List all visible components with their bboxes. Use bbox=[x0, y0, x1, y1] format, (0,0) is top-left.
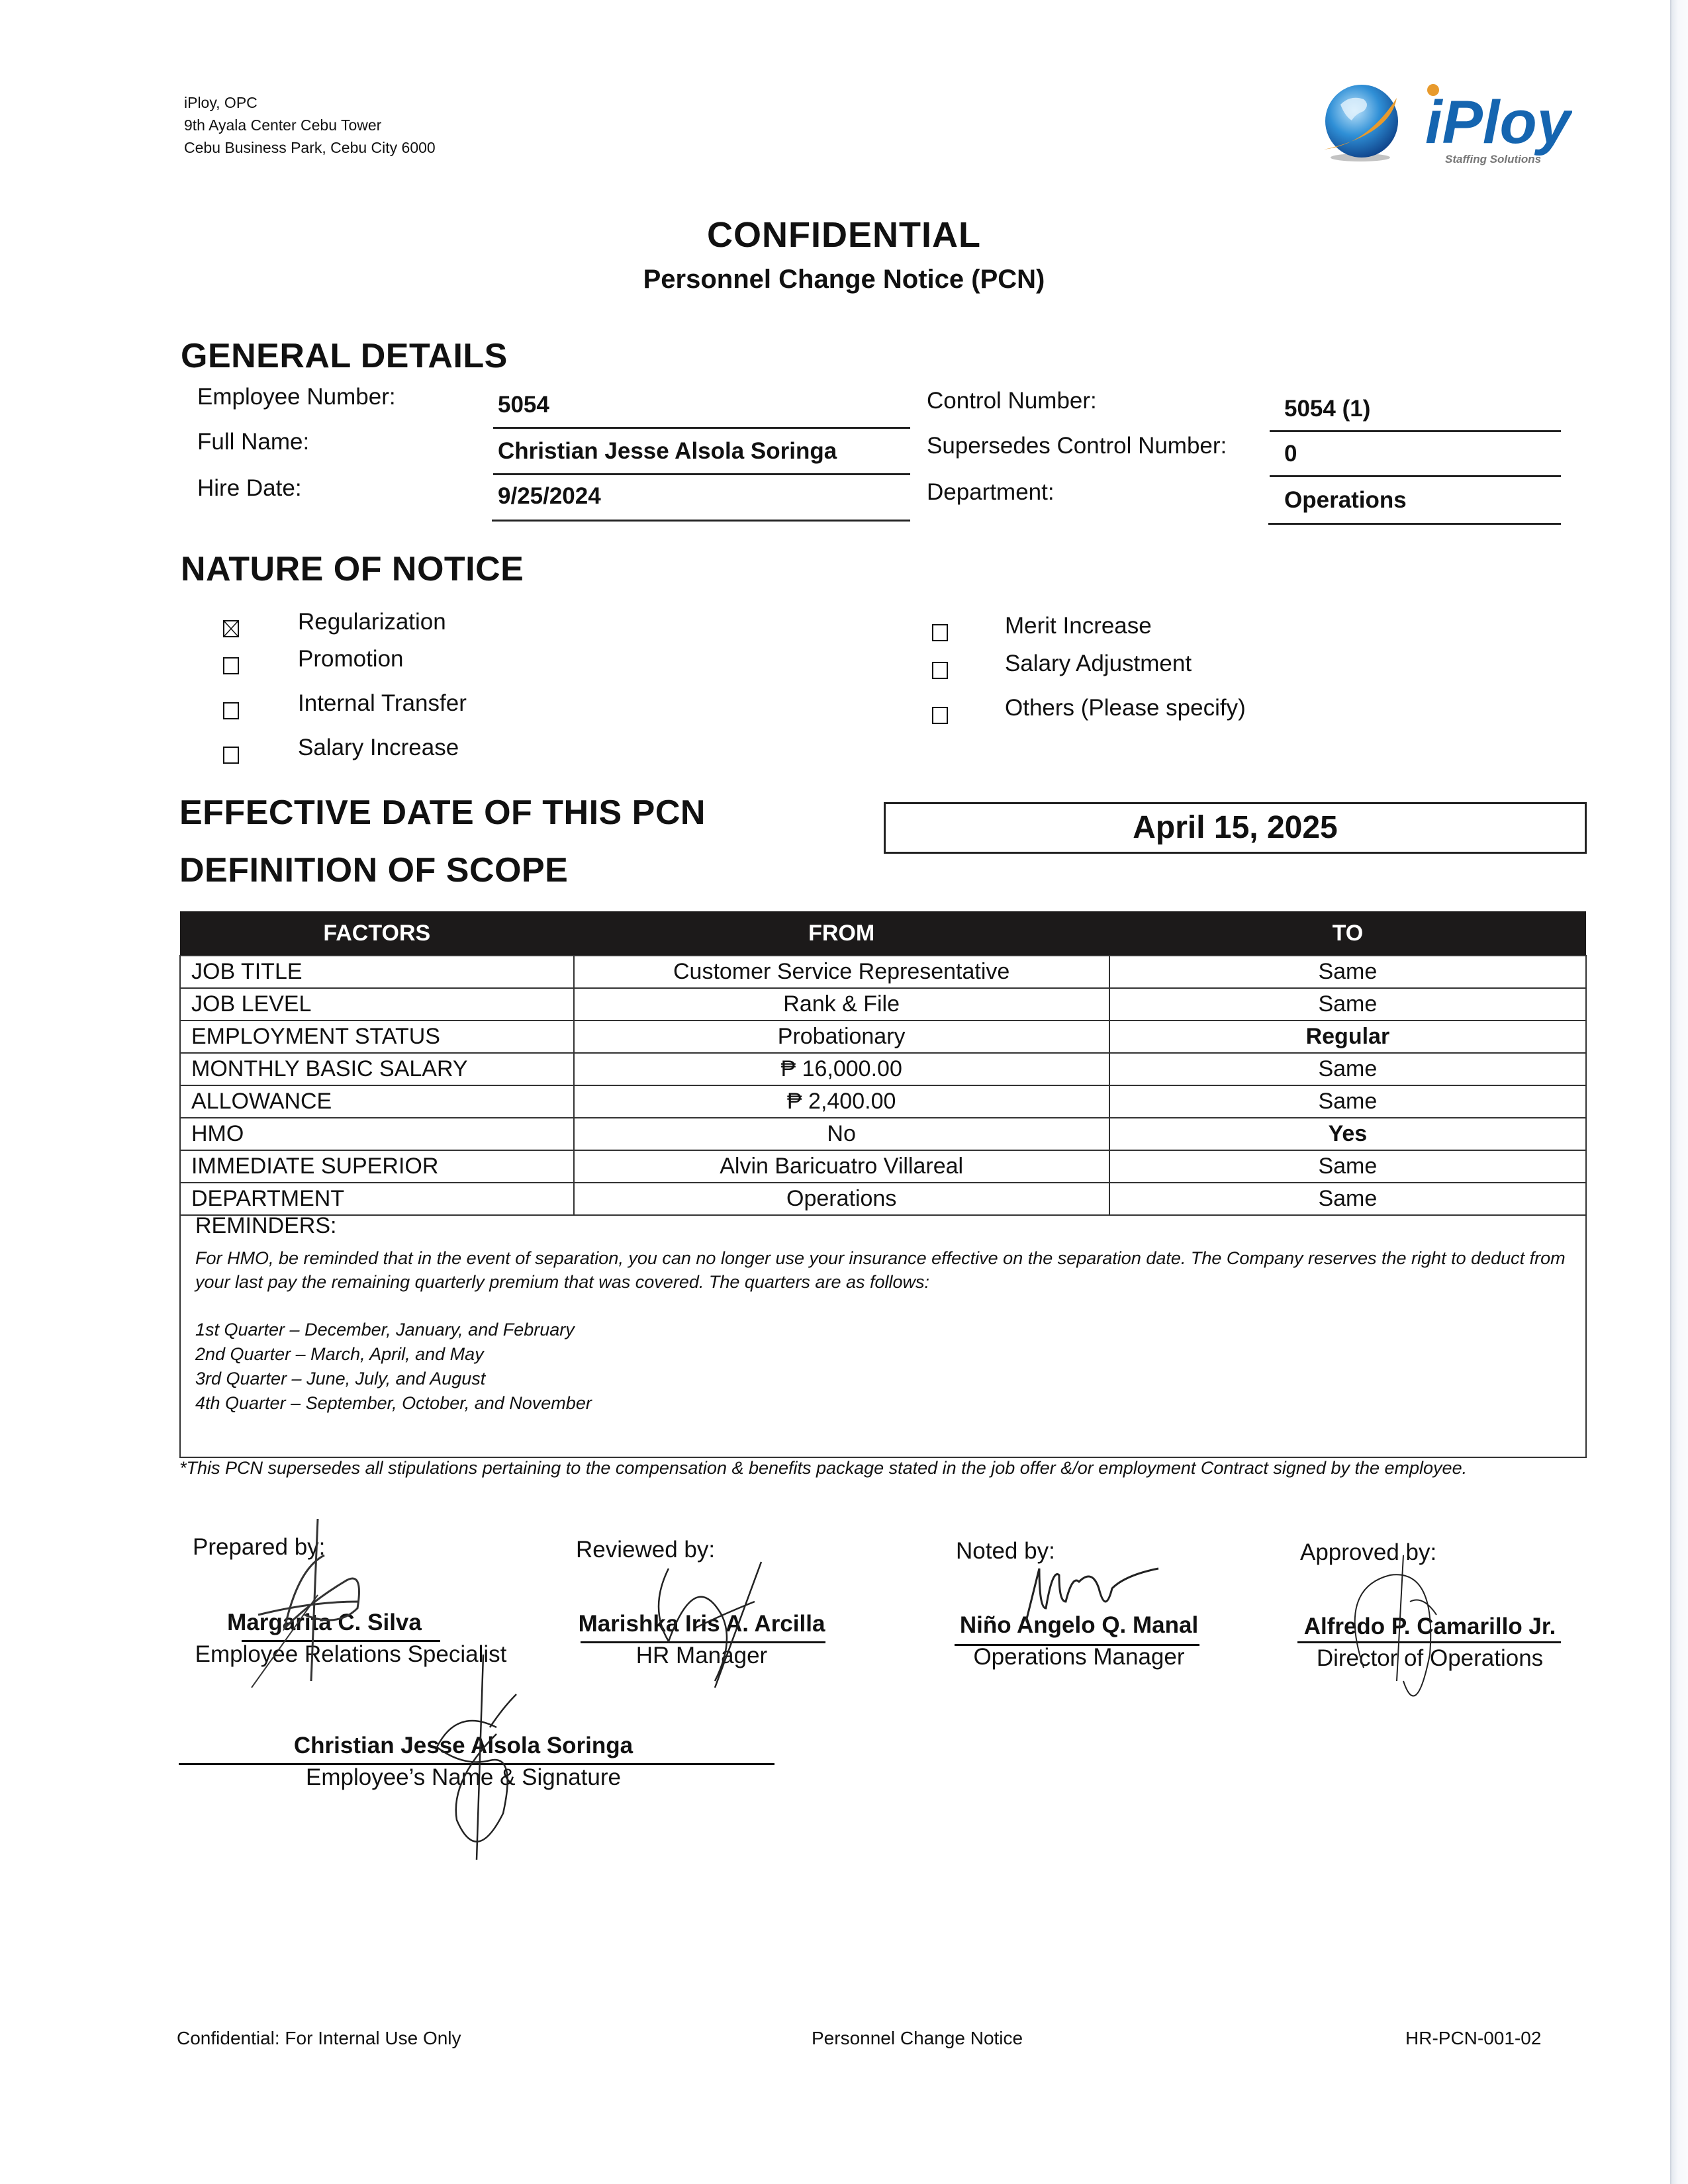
document-title: CONFIDENTIAL bbox=[707, 215, 981, 255]
merit-increase-label: Merit Increase bbox=[1005, 613, 1152, 639]
factor-cell: MONTHLY BASIC SALARY bbox=[180, 1053, 574, 1085]
from-cell: Probationary bbox=[574, 1021, 1109, 1053]
full-name-label: Full Name: bbox=[197, 429, 310, 455]
reviewed-by-label: Reviewed by: bbox=[576, 1537, 716, 1563]
approved-by-role: Director of Operations bbox=[1316, 1645, 1544, 1671]
regularization-checkbox[interactable] bbox=[223, 620, 239, 637]
table-row bbox=[180, 1021, 1586, 1053]
hire-date-value: 9/25/2024 bbox=[498, 483, 601, 509]
scope-table bbox=[179, 911, 1587, 1216]
salary-adjustment-checkbox[interactable] bbox=[932, 662, 948, 679]
supersede-note: *This PCN supersedes all stipulations pertaining to the compensation & benefits package stated in the job offer &/or employment Contract signed by the employee. bbox=[179, 1458, 1468, 1478]
promotion-checkbox[interactable] bbox=[223, 657, 239, 674]
promotion-label: Promotion bbox=[298, 646, 404, 672]
footer-form-code: HR-PCN-001-02 bbox=[1405, 2028, 1542, 2048]
employee-signature-caption: Employee’s Name & Signature bbox=[306, 1764, 621, 1790]
company-logo bbox=[1321, 71, 1572, 167]
footer-document-name: Personnel Change Notice bbox=[812, 2028, 1023, 2048]
employee-number-label: Employee Number: bbox=[197, 384, 396, 410]
internal-transfer-label: Internal Transfer bbox=[298, 690, 467, 716]
to-cell: Same bbox=[1109, 1150, 1586, 1183]
globe-swoosh-icon bbox=[1321, 71, 1572, 167]
full-name-value: Christian Jesse Alsola Soringa bbox=[498, 438, 837, 464]
scope-table-header bbox=[180, 911, 1586, 956]
factor-cell: IMMEDIATE SUPERIOR bbox=[180, 1150, 574, 1183]
table-row bbox=[180, 1183, 1586, 1215]
reminders-paragraph: For HMO, be reminded that in the event of separation, you can no longer use your insurance effective on the separation date. The Company reserves the right to deduct from your last pay the remaining quarterly premium that was covered. The quarters are as follows: bbox=[195, 1248, 1566, 1292]
company-address bbox=[184, 91, 436, 159]
from-cell: Alvin Baricuatro Villareal bbox=[574, 1150, 1109, 1183]
hire-date-label: Hire Date: bbox=[197, 475, 302, 501]
to-cell: Same bbox=[1109, 956, 1586, 988]
from-cell: ₱ 16,000.00 bbox=[574, 1053, 1109, 1085]
prepared-by-name: Margarita C. Silva bbox=[227, 1610, 422, 1635]
quarter-item: 1st Quarter – December, January, and February bbox=[195, 1320, 575, 1340]
others-checkbox[interactable] bbox=[932, 707, 948, 724]
noted-by-role: Operations Manager bbox=[973, 1644, 1185, 1670]
address-line: iPloy, OPC bbox=[184, 94, 258, 111]
from-cell: Operations bbox=[574, 1183, 1109, 1215]
department-value: Operations bbox=[1284, 487, 1407, 513]
checked-x-icon bbox=[224, 621, 238, 636]
field-underline bbox=[493, 427, 910, 429]
internal-transfer-checkbox[interactable] bbox=[223, 702, 239, 719]
noted-by-label: Noted by: bbox=[956, 1538, 1055, 1564]
column-header-from: FROM bbox=[574, 911, 1109, 956]
field-underline bbox=[492, 520, 910, 522]
to-cell: Yes bbox=[1109, 1118, 1586, 1150]
table-row bbox=[180, 1085, 1586, 1118]
address-line: Cebu Business Park, Cebu City 6000 bbox=[184, 139, 436, 156]
field-underline bbox=[1268, 523, 1561, 525]
to-cell: Regular bbox=[1109, 1021, 1586, 1053]
quarter-item: 3rd Quarter – June, July, and August bbox=[195, 1369, 486, 1388]
table-row bbox=[180, 956, 1586, 988]
table-row bbox=[180, 1053, 1586, 1085]
table-row bbox=[180, 988, 1586, 1021]
column-header-to: TO bbox=[1109, 911, 1586, 956]
to-cell: Same bbox=[1109, 988, 1586, 1021]
salary-adjustment-label: Salary Adjustment bbox=[1005, 651, 1192, 676]
from-cell: Rank & File bbox=[574, 988, 1109, 1021]
reminders-heading: REMINDERS: bbox=[195, 1213, 337, 1238]
logo-wordmark: iPloy bbox=[1425, 89, 1571, 156]
reviewed-by-name: Marishka Iris A. Arcilla bbox=[578, 1611, 825, 1637]
regularization-label: Regularization bbox=[298, 609, 446, 635]
salary-increase-checkbox[interactable] bbox=[223, 747, 239, 764]
factor-cell: HMO bbox=[180, 1118, 574, 1150]
to-cell: Same bbox=[1109, 1085, 1586, 1118]
from-cell: Customer Service Representative bbox=[574, 956, 1109, 988]
definition-of-scope-heading: DEFINITION OF SCOPE bbox=[179, 851, 569, 889]
signature-line bbox=[1297, 1641, 1561, 1643]
employee-name: Christian Jesse Alsola Soringa bbox=[293, 1733, 633, 1758]
noted-by-name: Niño Angelo Q. Manal bbox=[959, 1612, 1199, 1638]
table-row bbox=[180, 1150, 1586, 1183]
reviewed-by-role: HR Manager bbox=[635, 1643, 768, 1668]
document-subtitle: Personnel Change Notice (PCN) bbox=[643, 265, 1045, 294]
control-number-label: Control Number: bbox=[927, 388, 1097, 414]
others-label: Others (Please specify) bbox=[1005, 695, 1246, 721]
factor-cell: ALLOWANCE bbox=[180, 1085, 574, 1118]
employee-number-value: 5054 bbox=[498, 392, 549, 418]
column-header-factors: FACTORS bbox=[180, 911, 574, 956]
supersedes-control-number-label: Supersedes Control Number: bbox=[927, 433, 1227, 459]
effective-date-value: April 15, 2025 bbox=[884, 802, 1587, 854]
department-label: Department: bbox=[927, 479, 1055, 505]
general-details-heading: GENERAL DETAILS bbox=[181, 337, 508, 375]
factor-cell: EMPLOYMENT STATUS bbox=[180, 1021, 574, 1053]
field-underline bbox=[493, 473, 910, 475]
from-cell: ₱ 2,400.00 bbox=[574, 1085, 1109, 1118]
quarter-item: 4th Quarter – September, October, and November bbox=[195, 1393, 592, 1413]
reminders-box bbox=[179, 1213, 1587, 1458]
factor-cell: JOB TITLE bbox=[180, 956, 574, 988]
table-row bbox=[180, 1118, 1586, 1150]
control-number-value: 5054 (1) bbox=[1284, 396, 1371, 422]
to-cell: Same bbox=[1109, 1053, 1586, 1085]
logo-tagline: Staffing Solutions bbox=[1445, 153, 1542, 165]
salary-increase-label: Salary Increase bbox=[298, 735, 459, 760]
prepared-by-role: Employee Relations Specialist bbox=[195, 1641, 507, 1667]
nature-of-notice-heading: NATURE OF NOTICE bbox=[181, 550, 524, 588]
approved-by-label: Approved by: bbox=[1300, 1539, 1437, 1565]
prepared-by-label: Prepared by: bbox=[193, 1534, 326, 1560]
field-underline bbox=[1270, 475, 1561, 477]
from-cell: No bbox=[574, 1118, 1109, 1150]
merit-increase-checkbox[interactable] bbox=[932, 624, 948, 641]
approved-by-name: Alfredo P. Camarillo Jr. bbox=[1303, 1614, 1556, 1639]
factor-cell: DEPARTMENT bbox=[180, 1183, 574, 1215]
field-underline bbox=[1270, 430, 1561, 432]
footer-confidentiality: Confidential: For Internal Use Only bbox=[177, 2028, 461, 2048]
effective-date-heading: EFFECTIVE DATE OF THIS PCN bbox=[179, 794, 706, 832]
supersedes-control-number-value: 0 bbox=[1284, 441, 1297, 467]
page-edge-shadow bbox=[1670, 0, 1688, 2184]
address-line: 9th Ayala Center Cebu Tower bbox=[184, 116, 382, 134]
quarter-item: 2nd Quarter – March, April, and May bbox=[195, 1344, 484, 1364]
quarter-list bbox=[195, 1318, 592, 1416]
factor-cell: JOB LEVEL bbox=[180, 988, 574, 1021]
to-cell: Same bbox=[1109, 1183, 1586, 1215]
